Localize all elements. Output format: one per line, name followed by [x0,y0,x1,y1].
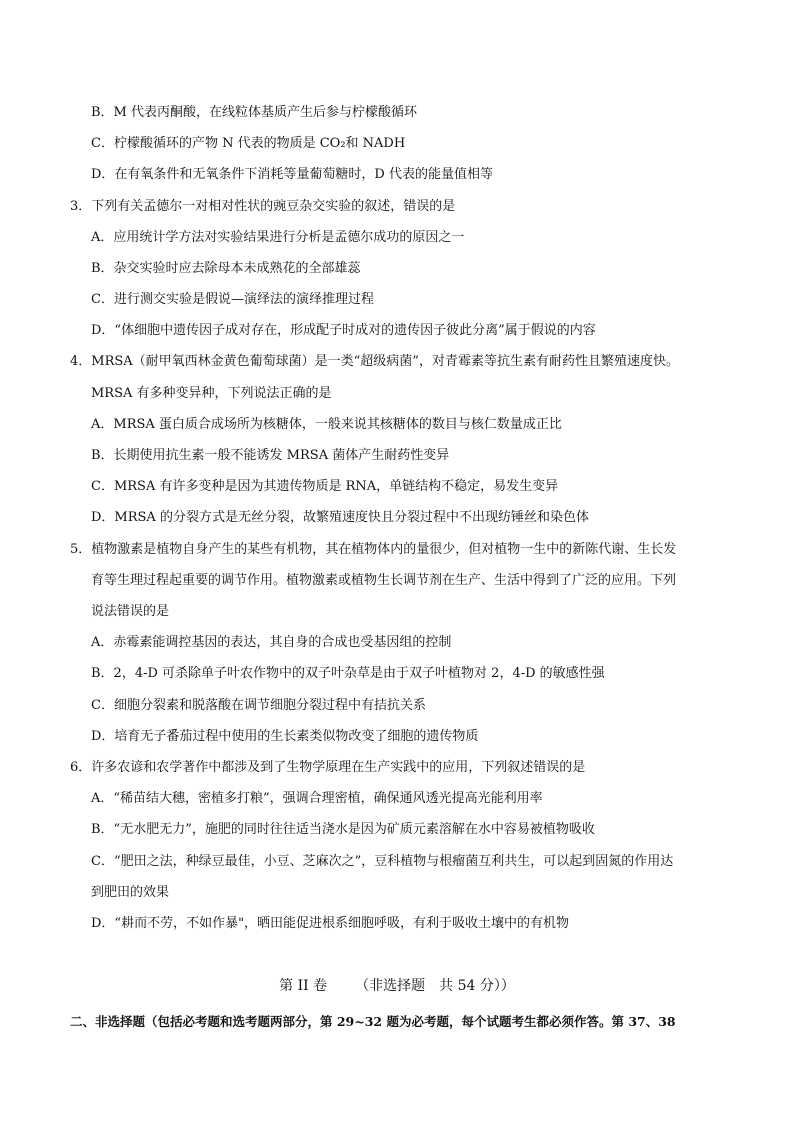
section-title-main: 第 II 卷 [279,978,328,994]
q5-option-a: A．赤霉素能调控基因的表达，其自身的合成也受基因组的控制 [91,635,452,650]
q4-option-b: B．长期使用抗生素一般不能诱发 MRSA 菌体产生耐药性变异 [91,448,450,463]
q6-stem: 6．许多农谚和农学著作中都涉及到了生物学原理在生产实践中的应用，下列叙述错误的是 [70,760,586,775]
q3-option-c: C．进行测交实验是假说—演绎法的演绎推理过程 [91,292,374,307]
q4-stem-cont: MRSA 有多种变异种，下列说法正确的是 [91,386,332,401]
q4-option-a: A．MRSA 蛋白质合成场所为核糖体，一般来说其核糖体的数目与核仁数量成正比 [91,417,562,432]
section-title [0,975,794,995]
q5-option-c: C．细胞分裂素和脱落酸在调节细胞分裂过程中有拮抗关系 [91,698,426,713]
q5-option-d: D．培育无子番茄过程中使用的生长素类似物改变了细胞的遗传物质 [91,729,479,744]
q3-option-b: B．杂交实验时应去除母本未成熟花的全部雄蕊 [91,261,361,276]
q3-option-a: A．应用统计学方法对实验结果进行分析是孟德尔成功的原因之一 [91,230,465,245]
part2-heading: 二、非选择题（包括必考题和选考题两部分，第 29~32 题为必考题，每个试题考生都必须作答。第 37、38 [70,1014,676,1029]
q6-option-b: B．“无水肥无力”，施肥的同时往往适当浇水是因为矿质元素溶解在水中容易被植物吸收 [91,822,595,837]
q5-stem-cont-1: 育等生理过程起重要的调节作用。植物激素或植物生长调节剂在生产、生活中得到了广泛的应用。下列 [91,573,677,588]
q4-option-c: C．MRSA 有许多变种是因为其遗传物质是 RNA，单链结构不稳定，易发生变异 [91,479,559,494]
q4-stem: 4．MRSA（耐甲氧西林金黄色葡萄球菌）是一类“超级病菌”，对青霉素等抗生素有耐药性且繁殖速度快。 [70,354,679,369]
prev-option-c: C．柠檬酸循环的产物 N 代表的物质是 CO₂和 NADH [91,136,406,151]
q5-stem-cont-2: 说法错误的是 [91,604,170,619]
q4-option-d: D．MRSA 的分裂方式是无丝分裂，故繁殖速度快且分裂过程中不出现纺锤丝和染色体 [91,510,589,525]
prev-option-d: D．在有氧条件和无氧条件下消耗等量葡萄糖时，D 代表的能量值相等 [91,167,493,182]
section-subtitle: （非选择题 共 54 分）） [355,978,515,994]
q3-stem: 3．下列有关孟德尔一对相对性状的豌豆杂交实验的叙述，错误的是 [70,199,456,214]
q6-option-c: C．“肥田之法，种绿豆最佳，小豆、芝麻次之”，豆科植物与根瘤菌互利共生，可以起到固氮的作用达 [91,854,674,869]
q6-option-d: D．“耕而不劳，不如作暴"，晒田能促进根系细胞呼吸，有利于吸收土壤中的有机物 [91,916,570,931]
prev-option-b: B．M 代表丙酮酸，在线粒体基质产生后参与柠檬酸循环 [91,105,417,120]
q6-option-a: A．“稀苗结大穗，密植多打粮”，强调合理密植，确保通风透光提高光能利用率 [91,791,543,806]
q6-option-c-cont: 到肥田的效果 [91,885,170,900]
q3-option-d: D．“体细胞中遗传因子成对存在，形成配子时成对的遗传因子彼此分离”属于假说的内容 [91,323,596,338]
q5-stem: 5．植物激素是植物自身产生的某些有机物，其在植物体内的量很少，但对植物一生中的新陈代谢、生长发 [70,542,677,557]
q5-option-b: B．2，4-D 可杀除单子叶农作物中的双子叶杂草是由于双子叶植物对 2，4-D 的敏感性强 [91,666,605,681]
